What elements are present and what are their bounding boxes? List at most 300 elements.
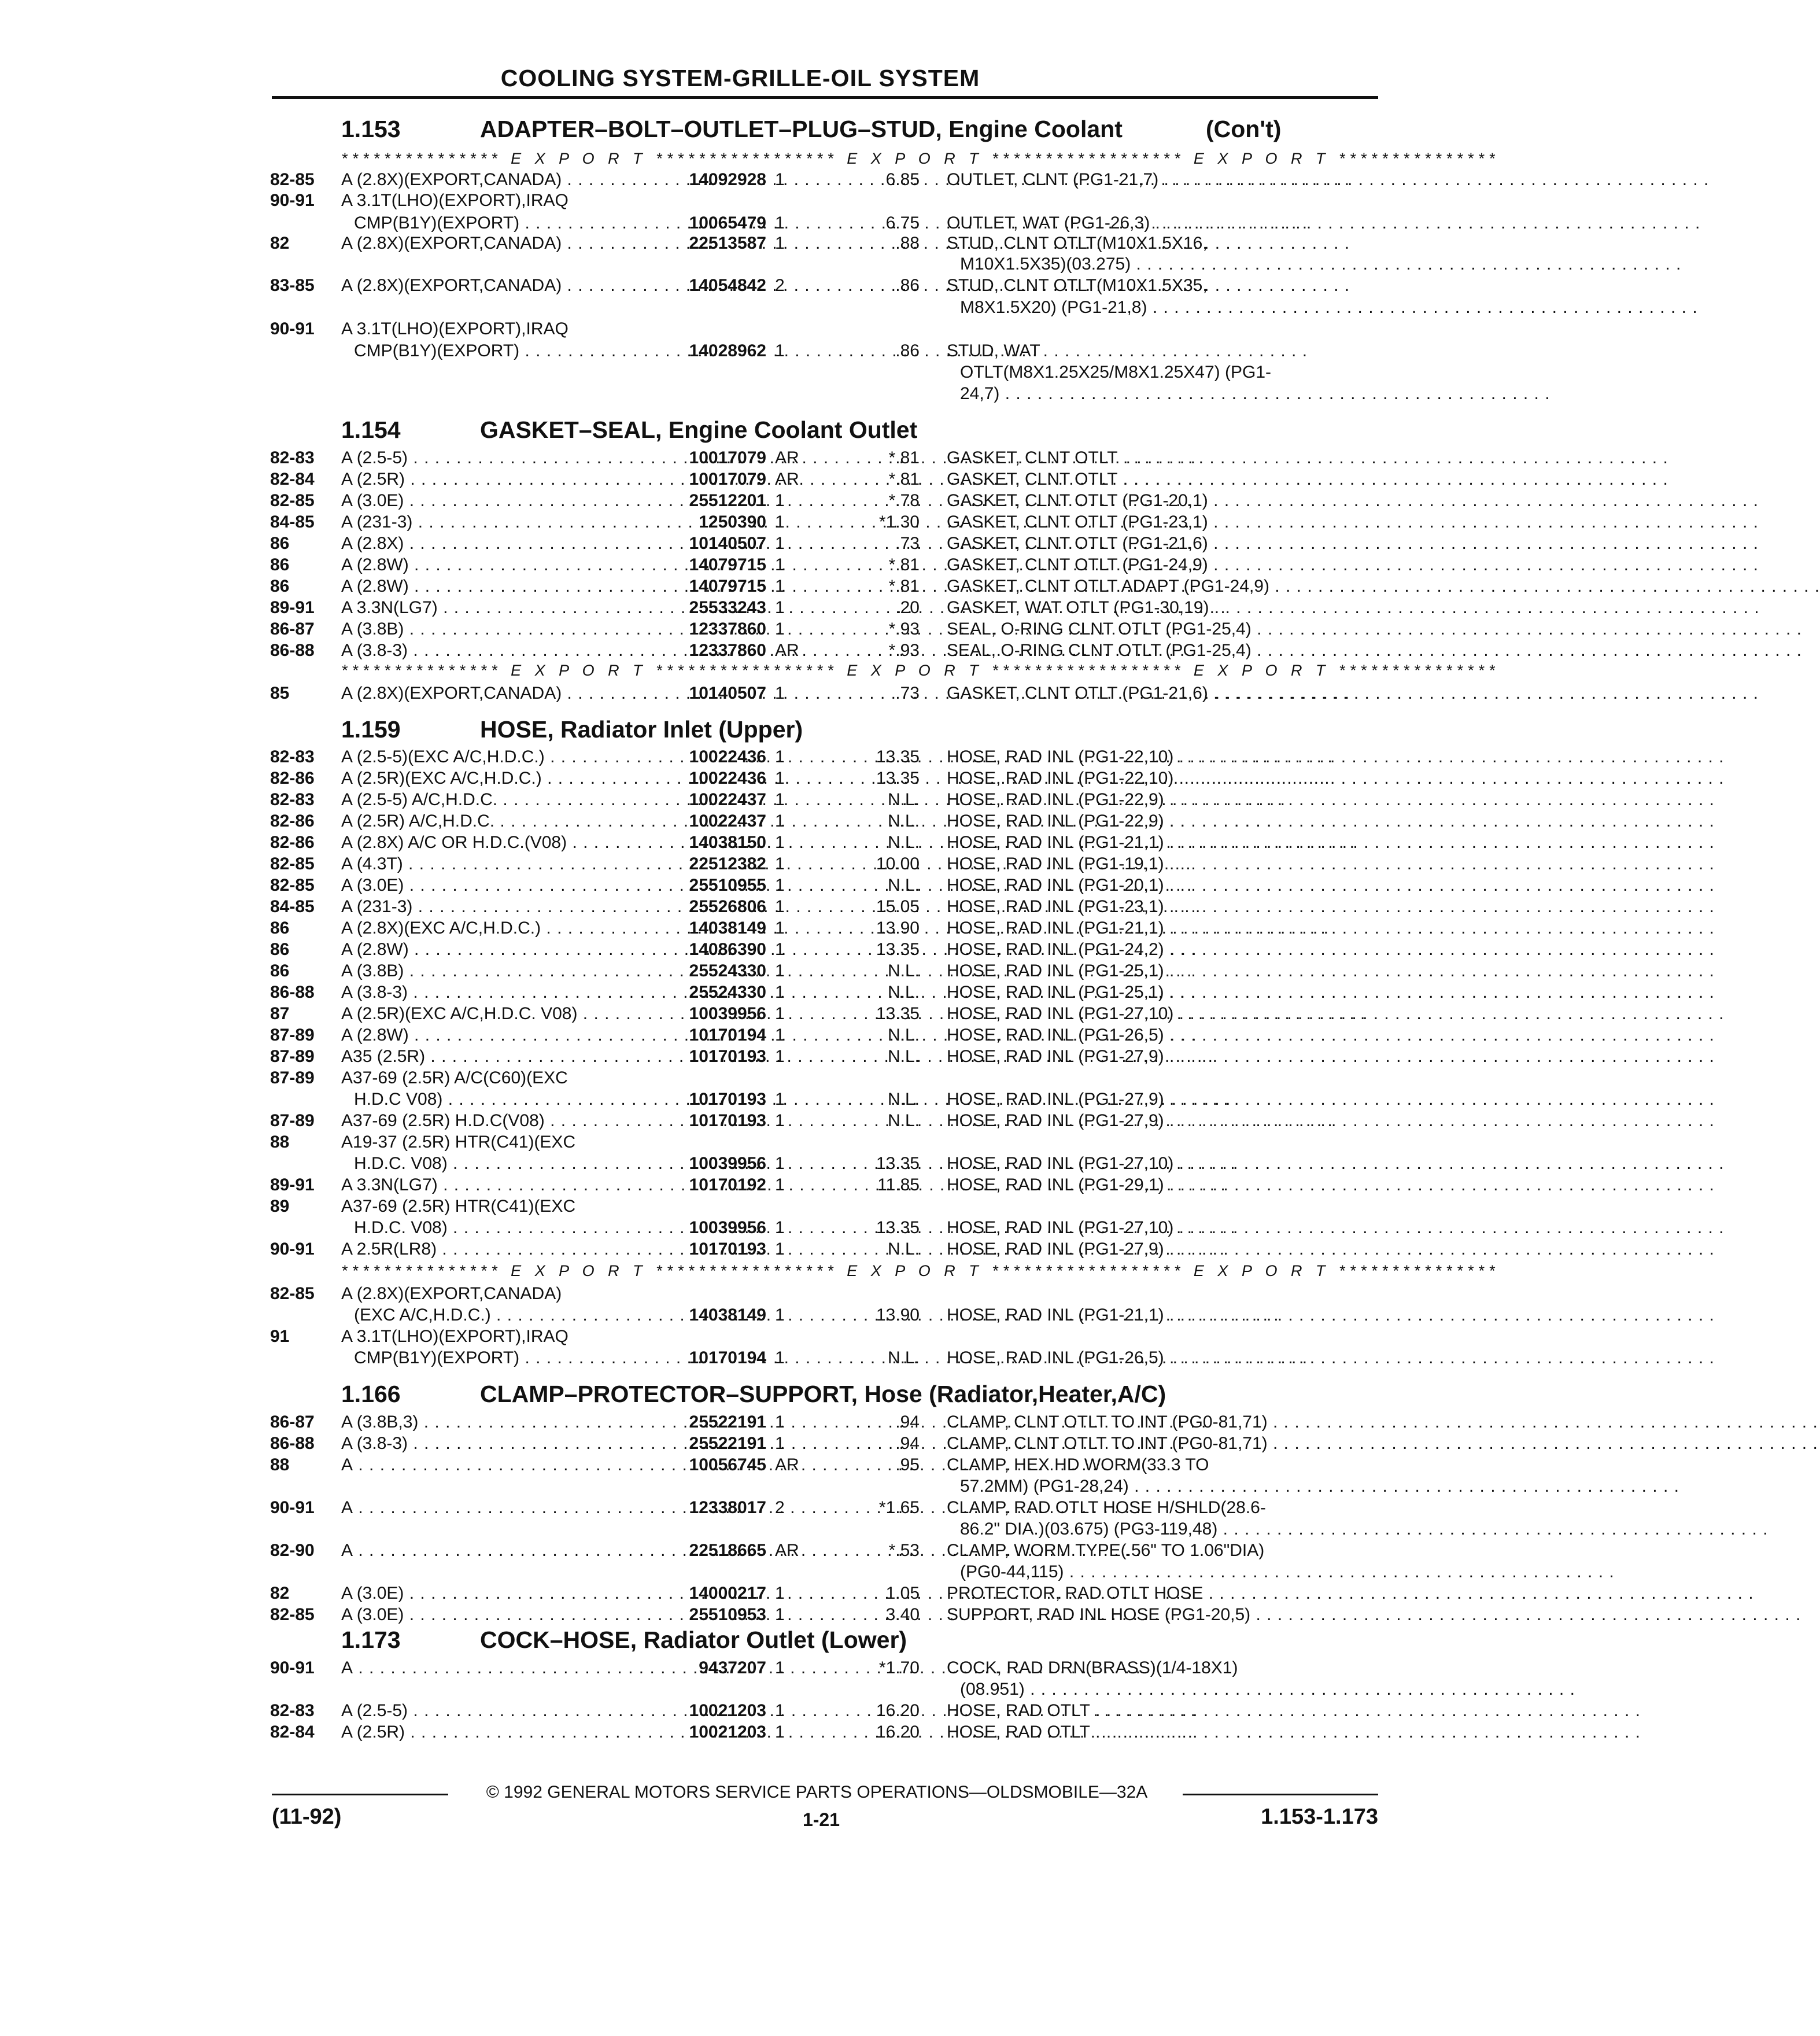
application: A19-37 (2.5R) HTR(C41)(EXC [341,1133,576,1152]
footer-date: (11-92) [272,1805,342,1829]
model-years: 82-83 [270,790,315,809]
description: (08.951) . . . [960,1679,1363,1700]
part-row [0,383,1462,404]
application: A (3.0E) . . . [341,875,648,896]
part-number: 14000217 [689,1584,766,1603]
part-number: 10065479 [689,213,766,233]
quantity: 1 [775,1434,785,1453]
description: GASKET, CLNT OTLT (PG1-23,1) . . . [947,511,1363,533]
part-row [0,1518,1462,1540]
quantity: 1 [775,1026,785,1045]
application: A (2.8X) . . . [341,533,648,554]
description: HOSE, RAD INL (PG1-22,9) . . . [947,810,1363,832]
part-row [0,1476,1462,1497]
application: A (3.8-3) . . . [341,982,648,1003]
description: STUD, CLNT OTLT(M10X1.5X16, [947,234,1208,253]
application: A (3.0E) . . . [341,1583,648,1604]
description: HOSE, RAD INL (PG1-19,1) . . . [947,853,1363,875]
part-row [0,297,1462,318]
description: HOSE, RAD INL (PG1-27,9) . . . [947,1046,1363,1067]
quantity: 1 [775,1240,785,1259]
price: 3.40 [885,1605,920,1624]
model-years: 86 [270,919,290,938]
description: HOSE, RAD INL (PG1-22,10) . . . [947,746,1363,768]
quantity: 1 [775,1412,785,1432]
part-number: 22512382 [689,854,766,873]
model-years: 87-89 [270,1026,315,1045]
application: A 3.1T(LHO)(EXPORT),IRAQ [341,319,568,338]
part-number: 10170194 [689,1348,766,1367]
footer-rule-right [1183,1794,1378,1795]
price: 10.00 [876,854,920,873]
part-number: 14038149 [689,919,766,938]
description: OUTLET, WAT (PG1-26,3) . . . [947,212,1363,234]
model-years: 82 [270,1584,290,1603]
model-years: 82 [270,234,290,253]
part-row [0,982,1462,1003]
quantity: 1 [775,897,785,916]
model-years: 82-85 [270,1284,315,1303]
application: CMP(B1Y)(EXPORT) . . . [354,1347,648,1369]
description: GASKET, CLNT OTLT (PG1-21,6) . . . [947,683,1363,704]
application: A (2.5R) . . . [341,1721,648,1743]
part-row [0,511,1462,533]
application: A (2.5-5) A/C,H.D.C. . . . [341,789,648,810]
description: 86.2" DIA.)(03.675) (PG3-119,48) . . . [960,1518,1363,1540]
price: *.78 [888,491,920,510]
description: GASKET, CLNT OTLT . . . [947,469,1363,490]
part-number: 12338017 [689,1498,766,1517]
quantity: AR [775,470,799,489]
description: HOSE, RAD INL (PG1-22,10) . . . [947,768,1363,789]
quantity: 1 [775,684,785,703]
description: CLAMP, RAD OTLT HOSE H/SHLD(28.6- [947,1498,1266,1517]
quantity: 1 [775,919,785,938]
application: CMP(B1Y)(EXPORT) . . . [354,340,648,362]
description: HOSE, RAD INL (PG1-23,1) . . . [947,896,1363,917]
application: A (2.8X)(EXPORT,CANADA) . . . [341,233,648,254]
price: N.L. [887,1240,920,1259]
application: H.D.C V08) . . . [354,1089,648,1110]
price: 6.75 [885,213,920,233]
quantity: 1 [775,1584,785,1603]
application: A (3.8-3) . . . [341,1433,648,1454]
part-number: 10056745 [689,1455,766,1474]
part-number: 10140507 [689,684,766,703]
part-row [0,1217,1462,1238]
application: A (2.5R)(EXC A/C,H.D.C. V08) . . . [341,1003,648,1024]
application: H.D.C. V08) . . . [354,1153,648,1174]
part-number: 14079715 [689,555,766,574]
part-row [0,275,1462,296]
part-number: 10170192 [689,1175,766,1194]
quantity: 1 [775,1004,785,1023]
part-number: 10170194 [689,1026,766,1045]
quantity: 1 [775,1605,785,1624]
quantity: 1 [775,1154,785,1173]
description: CLAMP, CLNT OTLT TO INT (PG0-81,71) . . . [947,1411,1363,1433]
model-years: 87-89 [270,1111,315,1130]
application: A (2.5R)(EXC A/C,H.D.C.) . . . [341,768,648,789]
part-row [0,1326,1462,1347]
part-number: 10039956 [689,1218,766,1237]
description: GASKET, CLNT OTLT ADAPT (PG1-24,9) . . . [947,576,1363,597]
section-title: GASKET–SEAL, Engine Coolant Outlet [480,416,918,443]
price: 15.05 [876,897,920,916]
application: A (2.8X)(EXPORT,CANADA) [341,1284,562,1303]
model-years: 86-87 [270,619,315,639]
price: 1.05 [885,1584,920,1603]
application: A (2.8W) . . . [341,1024,648,1046]
price: .73 [895,534,920,553]
price: 16.20 [876,1723,920,1742]
part-row [0,1347,1462,1369]
price: 13.35 [876,1154,920,1173]
description: HOSE, RAD INL (PG1-22,9) . . . [947,789,1363,810]
part-row [0,1411,1462,1433]
part-number: 14054842 [689,276,766,295]
part-row [0,1283,1462,1304]
part-number: 10170193 [689,1090,766,1109]
description: HOSE, RAD INL (PG1-21,1) . . . [947,917,1363,939]
model-years: 86-88 [270,641,315,660]
price: *.53 [888,1541,920,1560]
quantity: AR [775,1541,799,1560]
description: HOSE, RAD INL (PG1-27,10) . . . [947,1153,1363,1174]
part-number: 10140507 [689,534,766,553]
part-number: 25512201 [689,491,766,510]
description: 57.2MM) (PG1-28,24) . . . [960,1476,1363,1497]
quantity: 1 [775,747,785,766]
part-number: 14038149 [689,1305,766,1325]
part-number: 25510955 [689,876,766,895]
description: OTLT(M8X1.25X25/M8X1.25X47) (PG1- [960,363,1272,382]
part-row [0,190,1462,211]
price: .20 [895,598,920,617]
model-years: 88 [270,1133,290,1152]
application: A 3.3N(LG7) . . . [341,1174,648,1196]
model-years: 88 [270,1455,290,1474]
description: HOSE, RAD INL (PG1-25,1) . . . [947,960,1363,982]
model-years: 86 [270,577,290,596]
application: A (3.8B) . . . [341,960,648,982]
description: GASKET, WAT OTLT (PG1-30,19) . . . [947,597,1363,618]
price: 13.35 [876,940,920,959]
quantity: 1 [775,790,785,809]
part-number: 14092928 [689,170,766,189]
quantity: AR [775,448,799,467]
price: 13.90 [876,919,920,938]
quantity: 1 [775,1218,785,1237]
description: HOSE, RAD INL (PG1-27,9) . . . [947,1089,1363,1110]
part-row [0,447,1462,469]
application: A 2.5R(LR8) . . . [341,1238,648,1260]
model-years: 82-86 [270,769,315,788]
part-number: 10022437 [689,790,766,809]
part-row [0,1497,1462,1518]
export-divider: *************** E X P O R T ***************** E X P O R T ****************** E X P O R T *************** [341,1262,1500,1279]
footer-rule-left [272,1794,448,1795]
part-row [0,1540,1462,1561]
quantity: AR [775,1455,799,1474]
part-row [0,533,1462,554]
quantity: 1 [775,1348,785,1367]
price: N.L. [887,1348,920,1367]
price: N.L. [887,1090,920,1109]
part-number: 14086390 [689,940,766,959]
description: CLAMP, HEX HD WORM(33.3 TO [947,1455,1209,1474]
part-row [0,318,1462,340]
part-row [0,233,1462,254]
price: N.L. [887,790,920,809]
quantity: 1 [775,598,785,617]
description: HOSE, RAD INL (PG1-21,1) . . . [947,1304,1363,1326]
price: N.L. [887,1026,920,1045]
footer-section-range: 1.153-1.173 [1261,1805,1378,1829]
model-years: 84-85 [270,897,315,916]
section-heading [341,1626,1324,1653]
model-years: 86 [270,961,290,980]
application: A (2.8W) . . . [341,576,648,597]
model-years: 82-85 [270,876,315,895]
quantity: 2 [775,1498,785,1517]
application: A (2.8X)(EXC A/C,H.D.C.) . . . [341,917,648,939]
price: 6.85 [885,170,920,189]
part-row [0,1003,1462,1024]
part-number: 25522191 [689,1434,766,1453]
part-number: 10022436 [689,769,766,788]
export-divider: *************** E X P O R T ***************** E X P O R T ****************** E X P O R T *************** [341,150,1500,167]
price: N.L. [887,1111,920,1130]
price: 13.35 [876,1004,920,1023]
price: N.L. [887,961,920,980]
application: A (2.5R) A/C,H.D.C. . . . [341,810,648,832]
quantity: 2 [775,276,785,295]
application: A (2.8W) . . . [341,554,648,576]
part-number: 1250390 [699,512,766,532]
application: A (4.3T) . . . [341,853,648,875]
part-row [0,253,1462,275]
quantity: 1 [775,812,785,831]
model-years: 82-83 [270,747,315,766]
description: HOSE, RAD INL (PG1-27,10) . . . [947,1217,1363,1238]
application: A 3.1T(LHO)(EXPORT),IRAQ [341,191,568,210]
quantity: 1 [775,491,785,510]
model-years: 90-91 [270,319,315,338]
part-number: 10039956 [689,1004,766,1023]
quantity: 1 [775,555,785,574]
description: HOSE, RAD INL (PG1-29,1) . . . [947,1174,1363,1196]
part-row [0,1721,1462,1743]
price: .95 [895,1455,920,1474]
part-row [0,746,1462,768]
application: A (231-3) . . . [341,511,648,533]
part-number: 22513587 [689,234,766,253]
part-row [0,896,1462,917]
part-row [0,640,1462,661]
model-years: 89-91 [270,1175,315,1194]
description: OUTLET, CLNT (PG1-21,7) . . . [947,169,1363,190]
model-years: 89 [270,1197,290,1216]
part-row [0,362,1462,383]
description: PROTECTOR, RAD OTLT HOSE . . . [947,1583,1363,1604]
price: *1.30 [878,512,920,532]
part-number: 10170193 [689,1047,766,1066]
description: SEAL, O-RING CLNT OTLT (PG1-25,4) . . . [947,640,1363,661]
model-years: 82-86 [270,833,315,852]
part-number: 25524330 [689,961,766,980]
description: STUD, WAT [947,341,1040,360]
model-years: 82-85 [270,854,315,873]
model-years: 82-83 [270,1701,315,1720]
price: *.93 [888,619,920,639]
description: HOSE, RAD INL (PG1-20,1) . . . [947,875,1363,896]
price: .88 [895,234,920,253]
quantity: 1 [775,234,785,253]
price: N.L. [887,812,920,831]
model-years: 86-88 [270,983,315,1002]
section-number: 1.153 [341,116,401,142]
part-row [0,853,1462,875]
section-title: ADAPTER–BOLT–OUTLET–PLUG–STUD, Engine Coolant [480,116,1123,142]
quantity: 1 [775,1723,785,1742]
price: N.L. [887,983,920,1002]
section-heading [341,116,1324,142]
description: GASKET, CLNT OTLT (PG1-24,9) . . . [947,554,1363,576]
part-row [0,1174,1462,1196]
description: GASKET, CLNT OTLT (PG1-20,1) . . . [947,490,1363,511]
part-row [0,939,1462,960]
quantity: AR [775,641,799,660]
price: .94 [895,1434,920,1453]
price: *.81 [888,470,920,489]
description: 24,7) . . . [960,383,1363,404]
description: HOSE, RAD INL (PG1-26,5) . . . [947,1024,1363,1046]
model-years: 82-86 [270,812,315,831]
part-row [0,832,1462,853]
application: A . . . [341,1454,648,1476]
part-row [0,1196,1462,1217]
application: A35 (2.5R) . . . [341,1046,648,1067]
application: A (3.0E) . . . [341,1604,648,1625]
part-row [0,1700,1462,1721]
part-number: 22518665 [689,1541,766,1560]
quantity: 1 [775,854,785,873]
part-row [0,1454,1462,1476]
application: A37-69 (2.5R) A/C(C60)(EXC [341,1068,568,1087]
application: A (2.8W) . . . [341,939,648,960]
part-row [0,683,1462,704]
quantity: 1 [775,1047,785,1066]
part-row [0,1067,1462,1089]
application: A (2.8X)(EXPORT,CANADA) . . . [341,683,648,704]
price: *.81 [888,448,920,467]
part-number: 10170193 [689,1240,766,1259]
part-number: 25533243 [689,598,766,617]
section-heading [341,716,1324,743]
description: HOSE, RAD INL (PG1-24,2) . . . [947,939,1363,960]
description: SEAL, O-RING CLNT OTLT (PG1-25,4) . . . [947,618,1363,640]
price: *.81 [888,577,920,596]
model-years: 82-83 [270,448,315,467]
part-number: 10022436 [689,747,766,766]
part-row [0,340,1462,362]
section-number: 1.166 [341,1381,401,1407]
application: A37-69 (2.5R) HTR(C41)(EXC [341,1197,576,1216]
application: A (2.5R) . . . [341,469,648,490]
price: N.L. [887,833,920,852]
section-title: COCK–HOSE, Radiator Outlet (Lower) [480,1626,907,1653]
quantity: 1 [775,940,785,959]
part-row [0,1679,1462,1700]
model-years: 83-85 [270,276,315,295]
quantity: 1 [775,512,785,532]
price: *1.65 [878,1498,920,1517]
model-years: 86-87 [270,1412,315,1432]
model-years: 91 [270,1327,290,1346]
section-number: 1.173 [341,1626,401,1653]
part-number: 12337860 [689,641,766,660]
application: A (2.8X)(EXPORT,CANADA) . . . [341,169,648,190]
quantity: 1 [775,961,785,980]
quantity: 1 [775,619,785,639]
part-number: 10021203 [689,1723,766,1742]
part-number: 10170193 [689,1111,766,1130]
model-years: 89-91 [270,598,315,617]
application: A (2.5-5) . . . [341,447,648,469]
model-years: 82-85 [270,1605,315,1624]
description: CLAMP, CLNT OTLT TO INT (PG0-81,71) . . . [947,1433,1363,1454]
application: A 3.3N(LG7) . . . [341,597,648,618]
quantity: 1 [775,534,785,553]
quantity: 1 [775,1090,785,1109]
part-row [0,1131,1462,1153]
part-number: 25522191 [689,1412,766,1432]
model-years: 82-84 [270,1723,315,1742]
part-row [0,768,1462,789]
model-years: 85 [270,684,290,703]
part-number: 9437207 [699,1658,766,1677]
price: *1.70 [878,1658,920,1677]
application: A (2.8X)(EXPORT,CANADA) . . . [341,275,648,296]
part-row [0,212,1462,234]
application: A (3.8B) . . . [341,618,648,640]
quantity: 1 [775,1111,785,1130]
part-number: 10021203 [689,1701,766,1720]
description: GASKET, CLNT OTLT . . . [947,447,1363,469]
application: A (2.5-5)(EXC A/C,H.D.C.) . . . [341,746,648,768]
price: N.L. [887,1047,920,1066]
part-number: 10039956 [689,1154,766,1173]
description: M8X1.5X20) (PG1-21,8) . . . [960,297,1363,318]
quantity: 1 [775,1175,785,1194]
price: 13.90 [876,1305,920,1325]
application: H.D.C. V08) . . . [354,1217,648,1238]
section-continued: (Con't) [1206,116,1282,142]
price: 13.35 [876,747,920,766]
quantity: 1 [775,876,785,895]
price: *.81 [888,555,920,574]
section-title: CLAMP–PROTECTOR–SUPPORT, Hose (Radiator,Heater,A/C) [480,1381,1166,1407]
part-number: 14038150 [689,833,766,852]
part-number: 14079715 [689,577,766,596]
part-row [0,597,1462,618]
section-title: HOSE, Radiator Inlet (Upper) [480,716,803,743]
part-row [0,490,1462,511]
application: A (3.8-3) . . . [341,640,648,661]
model-years: 82-84 [270,470,315,489]
part-row [0,1561,1462,1583]
